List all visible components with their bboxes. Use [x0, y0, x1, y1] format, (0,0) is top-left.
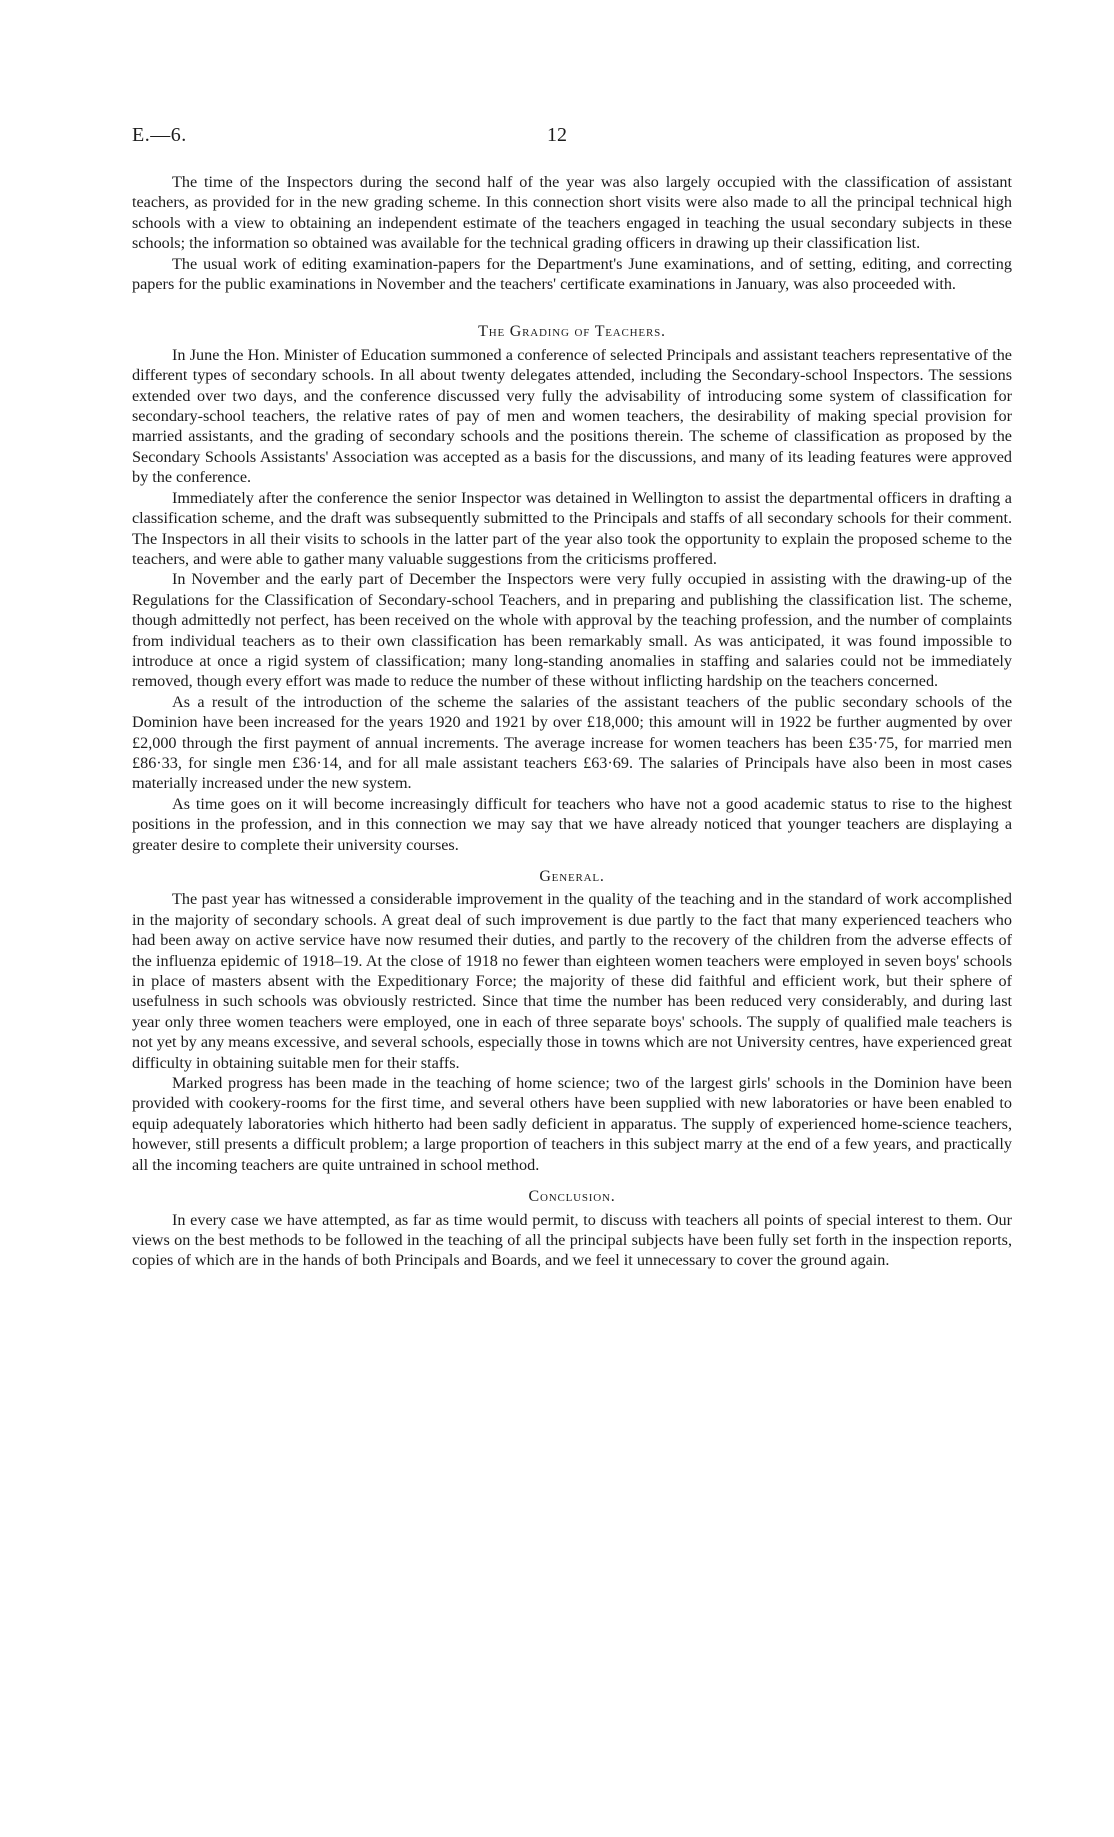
paragraph: As time goes on it will become increasingly difficult for teachers who have not a good academic status to rise to the highest positions in the profession, and in this connection we may say that we have already noticed that younger teachers are displaying a greater desire to complete their university courses.	[132, 794, 1012, 854]
paragraph: In every case we have attempted, as far as time would permit, to discuss with teachers all points of special interest to them. Our views on the best methods to be followed in the teaching of all the principal subjects have been fully set forth in the inspection reports, copies of which are in the hands of both Principals and Boards, and we feel it unnecessary to cover the ground again.	[132, 1210, 1012, 1270]
section-heading-general: General.	[539, 868, 605, 885]
paragraph: The past year has witnessed a considerable improvement in the quality of the teaching and in the standard of work accomplished in the majority of secondary schools. A great deal of such improvement is due partly to the fact that many experienced teachers who had been away on active service have now resumed their duties, and partly to the recovery of the children from the adverse effects of the influenza epidemic of 1918–19. At the close of 1918 no fewer than eighteen women teachers were employed in seven boys' schools in place of masters absent with the Expeditionary Force; the majority of these did faithful and efficient work, but their sphere of usefulness in such schools was obviously restricted. Since that time the number has been reduced very considerably, and during last year only three women teachers were employed, one in each of three separate boys' schools. The supply of qualified male teachers is not yet by any means excessive, and several schools, especially those in towns which are not University centres, have experienced great difficulty in obtaining suitable men for their staffs.	[132, 890, 1012, 1072]
paragraph: The time of the Inspectors during the second half of the year was also largely occupied with the classification of assistant teachers, as provided for in the new grading scheme. In this connection short visits were also made to all the principal technical high schools with a view to obtaining an independent estimate of the teachers engaged in teaching the usual secondary subjects in these schools; the information so obtained was available for the technical grading officers in drawing up their classification list.	[132, 173, 1012, 253]
page-body	[132, 172, 1012, 1271]
paragraph: The usual work of editing examination-papers for the Department's June examinations, and of setting, editing, and correcting papers for the public examinations in November and the teachers' certificate examinations in January, was also proceeded with.	[132, 254, 1012, 294]
paragraph: Marked progress has been made in the teaching of home science; two of the largest girls' schools in the Dominion have been provided with cookery-rooms for the first time, and several others have been supplied with new laboratories or have been enabled to equip adequately laboratories which hitherto had been sadly deficient in apparatus. The supply of experienced home-science teachers, however, still presents a difficult problem; a large proportion of teachers in this subject marry at the end of a few years, and practically all the incoming teachers are quite untrained in school method.	[132, 1074, 1012, 1174]
section-heading-conclusion: Conclusion.	[528, 1188, 616, 1206]
paragraph: As a result of the introduction of the scheme the salaries of the assistant teachers of the public secondary schools of the Dominion have been increased for the years 1920 and 1921 by over £18,000; this amount will in 1922 be further augmented by over £2,000 through the first payment of annual increments. The average increase for women teachers has been £35·75, for married men £86·33, for single men £36·14, and for all male assistant teachers £63·69. The salaries of Principals have also been in most cases materially increased under the new system.	[132, 692, 1012, 793]
paragraph: In November and the early part of December the Inspectors were very fully occupied in assisting with the drawing-up of the Regulations for the Classification of Secondary-school Teachers, and in preparing and publishing the classification list. The scheme, though admittedly not perfect, has been received on the whole with approval by the teaching profession, and the number of complaints from individual teachers as to their own classification has been remarkably small. As was anticipated, it was found impossible to introduce at once a rigid system of classification; many long-standing anomalies in staffing and salaries could not be immediately removed, though every effort was made to reduce the number of these without inflicting hardship on the teachers concerned.	[132, 570, 1012, 691]
page-number: 12	[547, 124, 567, 146]
paragraph: In June the Hon. Minister of Education summoned a conference of selected Principals and assistant teachers representative of the different types of secondary schools. In all about twenty delegates attended, including the Secondary-school Inspectors. The sessions extended over two days, and the conference discussed very fully the advisability of introducing some system of classification for secondary-school teachers, the relative rates of pay of men and women teachers, the desirability of making special provision for married assistants, and the grading of secondary schools and the positions therein. The scheme of classification as proposed by the Secondary Schools Assistants' Association was accepted as a basis for the discussions, and many of its leading features were approved by the conference.	[132, 345, 1012, 487]
document-reference: E.—6.	[132, 124, 187, 146]
paragraph: Immediately after the conference the senior Inspector was detained in Wellington to assist the departmental officers in drafting a classification scheme, and the draft was subsequently submitted to the Principals and staffs of all secondary schools for their comment. The Inspectors in all their visits to schools in the latter part of the year also took the opportunity to explain the proposed scheme to the teachers, and were able to gather many valuable suggestions from the criticisms proffered.	[132, 488, 1012, 568]
spacer	[132, 294, 1012, 310]
section-heading-grading-of-teachers: The Grading of Teachers.	[478, 323, 666, 341]
